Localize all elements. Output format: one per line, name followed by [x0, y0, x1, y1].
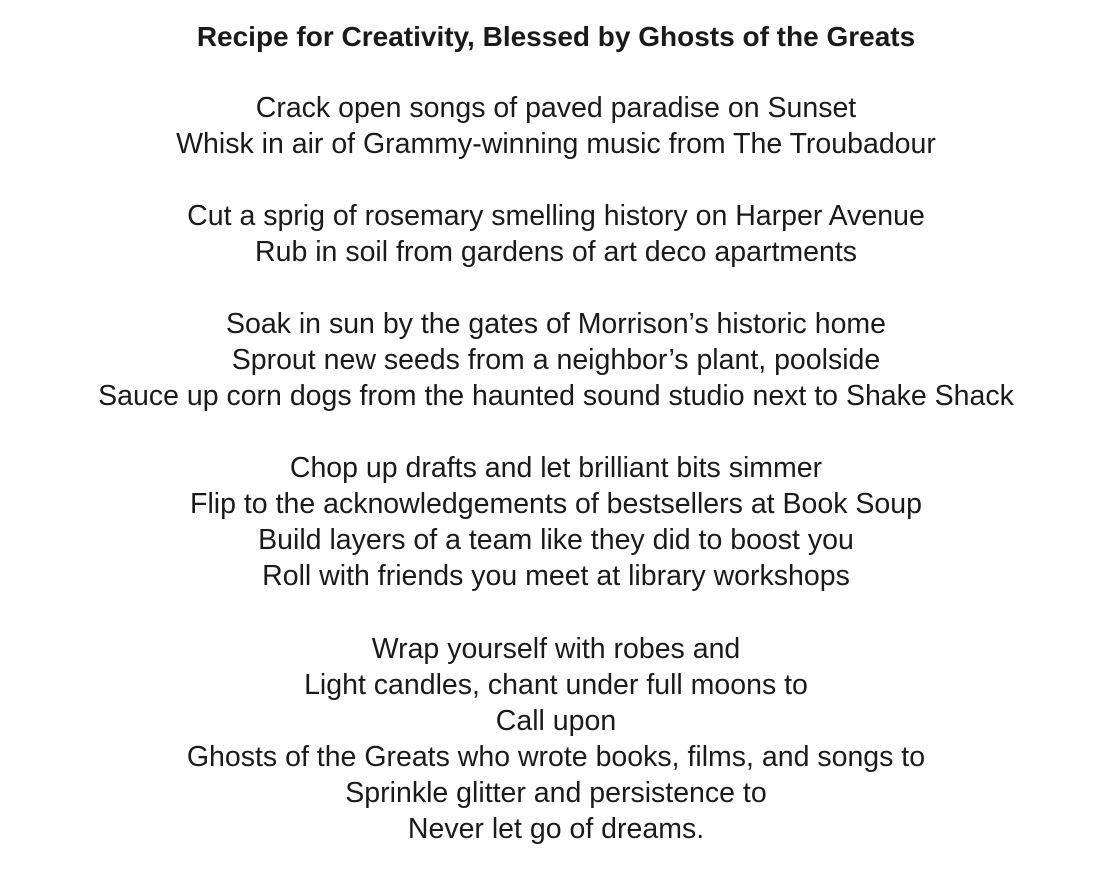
stanza-3	[0, 306, 1112, 414]
stanza-2	[0, 198, 1112, 270]
poem-line: Flip to the acknowledgements of bestsellers at Book Soup	[190, 488, 922, 520]
poem-line: Wrap yourself with robes and	[371, 633, 741, 665]
poem-line: Build layers of a team like they did to boost you	[258, 524, 854, 556]
poem-line: Cut a sprig of rosemary smelling history on Harper Avenue	[187, 200, 925, 232]
stanza-4	[0, 450, 1112, 594]
poem-line: Sprinkle glitter and persistence to	[345, 777, 767, 809]
poem-line: Rub in soil from gardens of art deco apartments	[255, 236, 857, 268]
poem-line: Chop up drafts and let brilliant bits simmer	[289, 452, 823, 484]
poem-title: Recipe for Creativity, Blessed by Ghosts of the Greats	[196, 21, 916, 52]
poem-line: Sauce up corn dogs from the haunted sound studio next to Shake Shack	[98, 380, 1014, 412]
poem-line: Soak in sun by the gates of Morrison’s historic home	[225, 308, 887, 340]
poem-line: Sprout new seeds from a neighbor’s plant, poolside	[231, 344, 881, 376]
poem-line: Never let go of dreams.	[407, 813, 705, 845]
stanza-5	[0, 631, 1112, 847]
stanza-1	[0, 90, 1112, 162]
poem-line: Light candles, chant under full moons to	[304, 669, 808, 701]
poem-line: Call upon	[495, 705, 617, 737]
poem-line: Ghosts of the Greats who wrote books, films, and songs to	[186, 741, 926, 773]
poem-line: Whisk in air of Grammy-winning music from The Troubadour	[176, 128, 936, 160]
poem-line: Crack open songs of paved paradise on Sunset	[255, 92, 857, 124]
poem-line: Roll with friends you meet at library workshops	[262, 560, 850, 592]
